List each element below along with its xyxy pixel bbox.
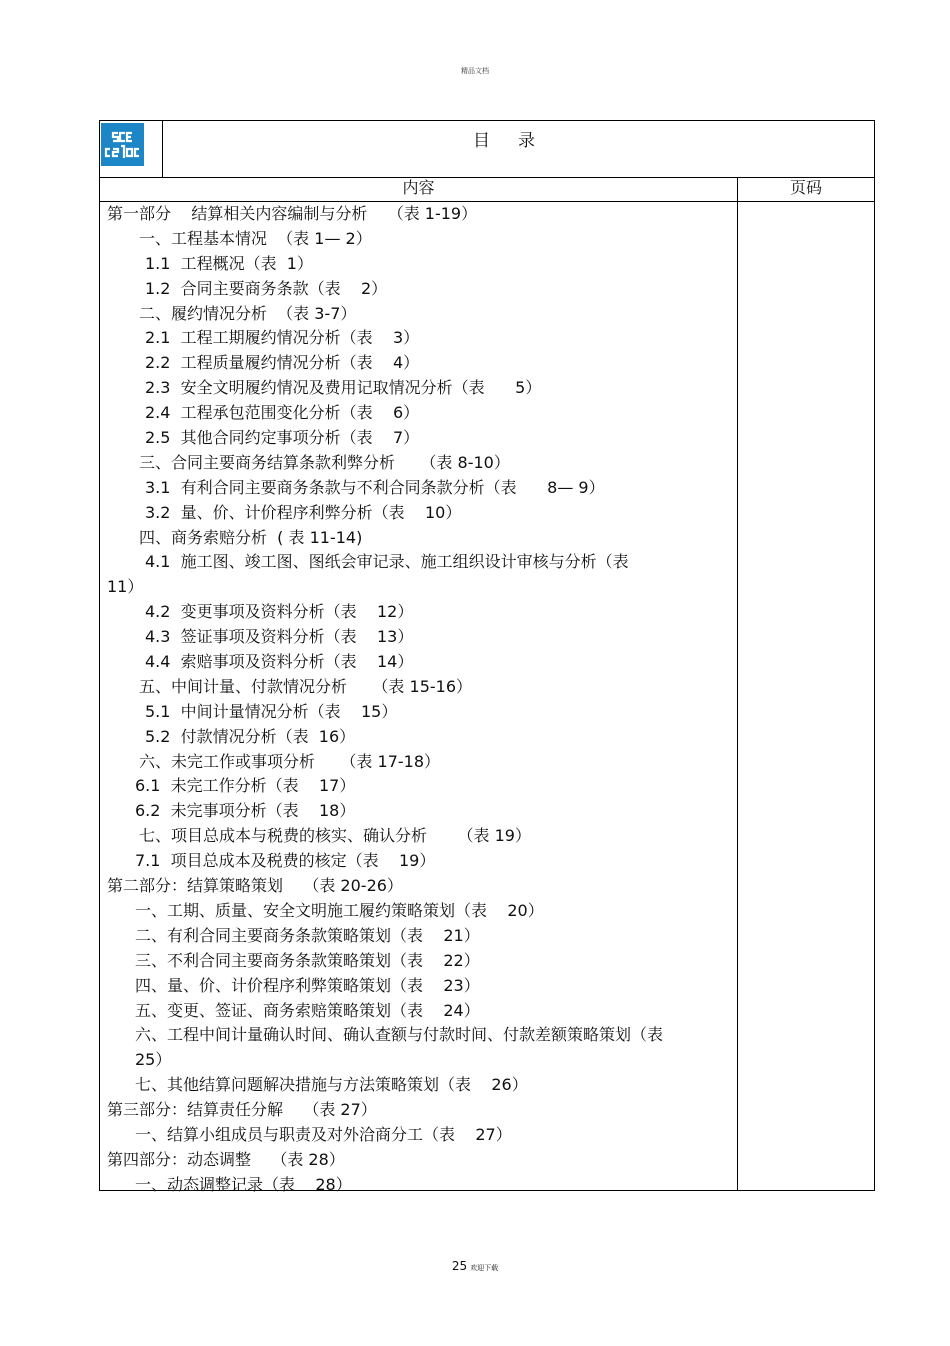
toc-entry: 2.5 其他合同约定事项分析（表 7）: [145, 428, 420, 448]
logo-cell: [100, 121, 163, 177]
toc-entry: 4.3 签证事项及资料分析（表 13）: [145, 627, 414, 647]
toc-entry: 4.2 变更事项及资料分析（表 12）: [145, 602, 414, 622]
toc-entry: 五、中间计量、付款情况分析 （表 15-16）: [139, 676, 473, 696]
toc-entry: 2.4 工程承包范围变化分析（表 6）: [145, 403, 420, 423]
toc-entry: 7.1 项目总成本及税费的核定（表 19）: [135, 851, 436, 871]
toc-entry: 11）: [107, 577, 144, 597]
page-title: 目录: [473, 131, 563, 151]
toc-entry: 三、不利合同主要商务条款策略策划（表 22）: [135, 950, 480, 970]
toc-entry: 5.2 付款情况分析（表 16）: [145, 726, 356, 746]
toc-entry: 6.1 未完工作分析（表 17）: [135, 776, 356, 796]
toc-entry: 25）: [135, 1050, 172, 1070]
toc-entry: 第一部分 结算相关内容编制与分析 （表 1-19）: [107, 204, 478, 223]
toc-entry: 四、量、价、计价程序利弊策略策划（表 23）: [135, 975, 480, 995]
toc-entry: 3.1 有利合同主要商务条款与不利合同条款分析（表 8— 9）: [145, 477, 605, 497]
toc-entry: 5.1 中间计量情况分析（表 15）: [145, 701, 398, 721]
toc-entry: 四、商务索赔分析 ( 表 11-14): [139, 527, 363, 547]
toc-entry: 二、有利合同主要商务条款策略策划（表 21）: [135, 925, 480, 945]
watermark-header: 精品文档: [461, 67, 489, 75]
toc-entry: 3.2 量、价、计价程序利弊分析（表 10）: [145, 502, 462, 522]
toc-entry: 第三部分：结算责任分解 （表 27）: [107, 1100, 377, 1120]
toc-entry: 一、结算小组成员与职责及对外洽商分工（表 27）: [135, 1124, 512, 1144]
toc-entry: 1.2 合同主要商务条款（表 2）: [145, 278, 388, 298]
column-header-page: 页码: [738, 177, 874, 202]
toc-entry: 三、合同主要商务结算条款利弊分析 （表 8-10）: [139, 452, 510, 472]
cscec-logo: [101, 123, 144, 166]
toc-entry: 一、动态调整记录（表 28）: [135, 1174, 352, 1194]
footer-note: 欢迎下载: [470, 1264, 499, 1272]
toc-entry: 第四部分：动态调整 （表 28）: [107, 1149, 345, 1169]
page-number: 25: [451, 1259, 468, 1273]
toc-entry: 4.4 索赔事项及资料分析（表 14）: [145, 652, 414, 672]
toc-entry: 七、项目总成本与税费的核实、确认分析 （表 19）: [139, 826, 531, 846]
toc-entry: 6.2 未完事项分析（表 18）: [135, 801, 356, 821]
column-header-content: 内容: [100, 177, 738, 202]
toc-entry: 六、工程中间计量确认时间、确认查额与付款时间、付款差额策略策划（表: [135, 1025, 664, 1045]
toc-entry: 六、未完工作或事项分析 （表 17-18）: [139, 751, 441, 771]
title-row: [100, 121, 874, 178]
toc-entry: 2.2 工程质量履约情况分析（表 4）: [145, 353, 420, 373]
page-footer: [0, 1259, 950, 1273]
toc-entry: 2.1 工程工期履约情况分析（表 3）: [145, 328, 420, 348]
toc-entry: 七、其他结算问题解决措施与方法策略策划（表 26）: [135, 1075, 528, 1095]
toc-entry: 二、履约情况分析 （表 3-7）: [139, 303, 357, 323]
column-divider: [737, 201, 738, 1190]
toc-entry: 4.1 施工图、竣工图、图纸会审记录、施工组织设计审核与分析（表: [145, 552, 629, 572]
toc-entry: 第二部分：结算策略策划 （表 20-26）: [107, 876, 403, 896]
toc-entry: 五、变更、签证、商务索赔策略策划（表 24）: [135, 1000, 480, 1020]
toc-table: [99, 120, 875, 1194]
toc-entry: 2.3 安全文明履约情况及费用记取情况分析（表 5）: [145, 378, 542, 398]
cscec-logo-mark: [101, 123, 144, 166]
toc-entry: 一、工程基本情况 （表 1— 2）: [139, 228, 372, 248]
toc-entry: 1.1 工程概况（表 1）: [145, 253, 313, 273]
toc-entry: 一、工期、质量、安全文明施工履约策略策划（表 20）: [135, 900, 544, 920]
toc-list: [107, 202, 732, 1198]
